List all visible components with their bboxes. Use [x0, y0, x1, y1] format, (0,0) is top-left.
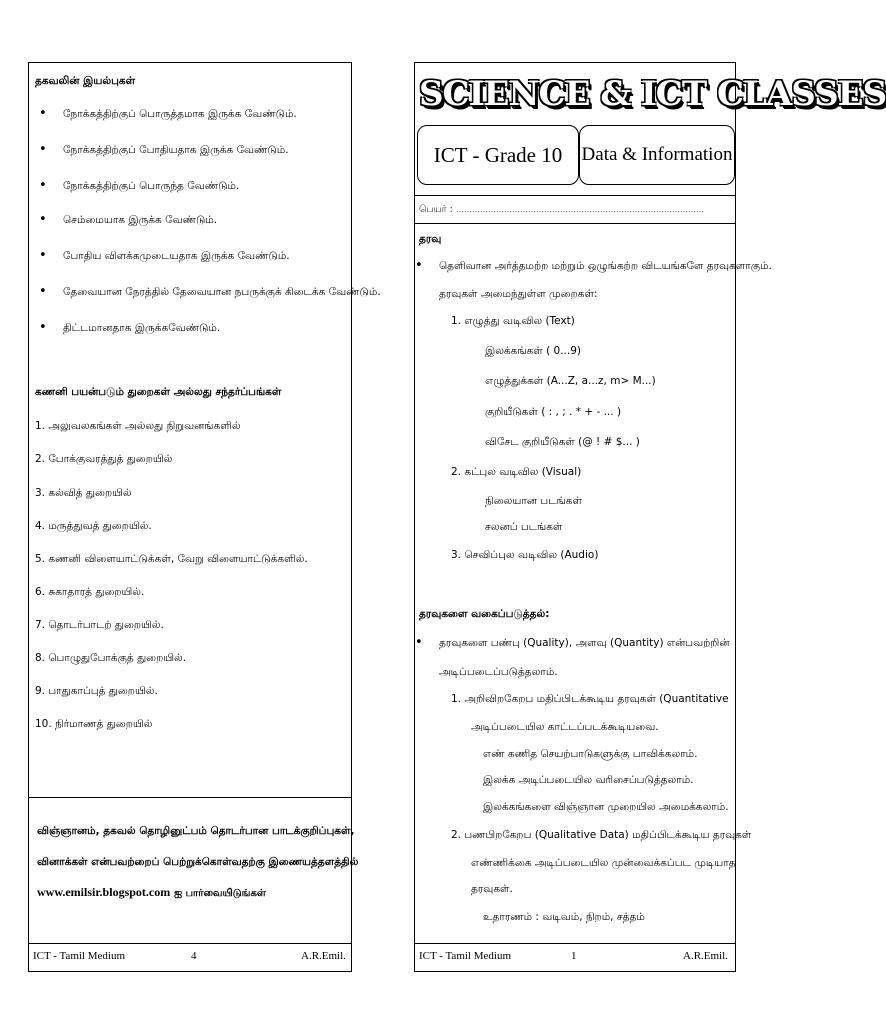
- form-text-item: எழுத்துக்கள் (A...Z, a...z, m> M...): [485, 375, 656, 387]
- form-audio: 3. செவிப்புல வடிவில (Audio): [451, 549, 599, 561]
- quantitative-line-1: 1. அறிவிறகேறப மதிப்பிடக்கூடிய தரவுகள் (Quantitative: [451, 693, 729, 705]
- heading-data: தரவு: [419, 233, 442, 245]
- quantitative-item: எண் கணித செயற்பாடுகளுக்கு பாவிக்கலாம்.: [483, 748, 698, 760]
- classification-bullet-cont: அடிப்படைப்படுத்தலாம்.: [439, 666, 558, 678]
- promo-line-1: விஞ்ஞானம், தகவல் தொழினுட்பம் தொடர்பான பாடக்குறிப்புகள்,: [37, 825, 355, 837]
- heading-information-properties: தகவலின் இயல்புகள்: [35, 75, 136, 87]
- divider: [415, 195, 735, 196]
- field-item: 9. பாதுகாப்புத் துறையில்.: [35, 685, 158, 697]
- property-item: • நோக்கத்திற்குப் போதியதாக இருக்க வேண்டும்.: [63, 144, 289, 157]
- blog-link[interactable]: www.emilsir.blogspot.com: [37, 885, 171, 899]
- classification-bullet: • தரவுகளை பண்பு (Quality), அளவு (Quantity) என்பவற்றின்: [439, 637, 730, 650]
- page-number: 1: [571, 950, 577, 962]
- grade-box: [417, 125, 579, 185]
- qualitative-example: உதாரணம் : வடிவம், நிறம், சத்தம்: [483, 911, 645, 923]
- footer-divider: [29, 943, 351, 944]
- quantitative-item: இலக்கங்களை விஞ்ஞான முறையில அமைக்கலாம்.: [483, 801, 729, 813]
- form-visual: 2. கட்புல வடிவில (Visual): [451, 466, 582, 478]
- name-dots: …………………………………………………………………………………: [455, 205, 704, 214]
- data-definition: • தெளிவான அர்த்தமற்ற மற்றும் ஒழுங்கற்ற விடயங்களே தரவுகளாகும்.: [439, 260, 772, 273]
- field-item: 3. கல்வித் துறையில்: [35, 487, 132, 499]
- field-item: 1. அலுவலகங்கள் அல்லது நிறுவனங்களில்: [35, 420, 241, 432]
- form-visual-item: நிலையான படங்கள்: [485, 495, 582, 507]
- name-field[interactable]: [419, 204, 704, 216]
- property-item: • நோக்கத்திற்குப் பொருந்த வேண்டும்.: [63, 180, 239, 193]
- property-item: • நோக்கத்திற்குப் பொருத்தமாக இருக்க வேண்டும்.: [63, 108, 297, 121]
- footer-author: A.R.Emil.: [301, 950, 346, 962]
- form-text: 1. எழுத்து வடிவில (Text): [451, 315, 575, 327]
- divider: [29, 797, 351, 798]
- property-item: • போதிய விளக்கமுடையதாக இருக்க வேண்டும்.: [63, 250, 290, 263]
- property-item: • திட்டமானதாக இருக்கவேண்டும்.: [63, 322, 220, 335]
- field-item: 10. நிர்மாணத் துறையில்: [35, 718, 153, 730]
- qualitative-line-1: 2. பணபிறகேறப (Qualitative Data) மதிப்பிடக்கூடிய தரவுகள்: [451, 829, 752, 841]
- field-item: 8. பொழுதுபோக்குத் துறையில்.: [35, 652, 187, 664]
- name-label: பெயர் :: [419, 204, 453, 215]
- form-text-item: குறியீடுகள் ( : , ; . * + - ... ): [485, 406, 622, 418]
- topic-box: [579, 125, 735, 185]
- footer-divider: [415, 943, 735, 944]
- form-text-item: விசேட குறியீடுகள் (@ ! # $... ): [485, 436, 640, 448]
- promo-line-2: வினாக்கள் என்பவற்றைப் பெற்றுக்கொள்வதற்கு இணையத்தளத்தில்: [37, 856, 359, 868]
- promo-tail: ஐ பார்வையிடுங்கள்: [174, 888, 266, 899]
- data-forms-intro: தரவுகள் அமைந்துள்ள முறைகள்:: [439, 288, 598, 300]
- footer-author: A.R.Emil.: [683, 950, 728, 962]
- footer-course: ICT - Tamil Medium: [419, 950, 512, 962]
- footer-course: ICT - Tamil Medium: [33, 950, 126, 962]
- qualitative-line-2: எண்ணிக்கை அடிப்படையில முன்வைக்கப்பட முடியாத: [471, 857, 736, 869]
- quantitative-line-2: அடிப்படையில காட்டப்படக்கூடியவை.: [471, 721, 659, 733]
- field-item: 2. போக்குவரத்துத் துறையில்: [35, 453, 173, 465]
- property-item: • செம்மையாக இருக்க வேண்டும்.: [63, 214, 217, 227]
- field-item: 6. சுகாதாரத் துறையில்.: [35, 586, 145, 598]
- heading-data-classification: தரவுகளை வகைப்படுத்தல்:: [419, 608, 550, 620]
- field-item: 5. கணனி விளையாட்டுக்கள், வேறு விளையாட்டுக்களில்.: [35, 553, 308, 565]
- right-page: [414, 62, 886, 972]
- form-visual-item: சலனப் படங்கள்: [485, 521, 563, 533]
- banner-title: SCIENCE & ICT CLASSES: [419, 74, 886, 114]
- form-text-item: இலக்கங்கள் ( 0...9): [485, 345, 581, 357]
- property-item: • தேவையான நேரத்தில் தேவையான நபருக்குக் கிடைக்க வேண்டும்.: [63, 286, 381, 299]
- heading-computer-fields: கணனி பயன்படும் துறைகள் அல்லது சந்தர்ப்பங்கள்: [35, 386, 282, 398]
- topic-title: Data & Information: [581, 144, 733, 165]
- promo-line-3: [37, 885, 266, 900]
- qualitative-line-3: தரவுகள்.: [471, 883, 513, 895]
- grade-title: ICT - Grade 10: [433, 143, 563, 167]
- page-number: 4: [191, 950, 197, 962]
- quantitative-item: இலக்க அடிப்படையில வரிசைப்படுத்தலாம்.: [483, 774, 694, 786]
- left-page: [28, 62, 381, 972]
- field-item: 7. தொடர்பாடற் துறையில்.: [35, 619, 164, 631]
- divider: [415, 223, 735, 224]
- field-item: 4. மருத்துவத் துறையில்.: [35, 520, 152, 532]
